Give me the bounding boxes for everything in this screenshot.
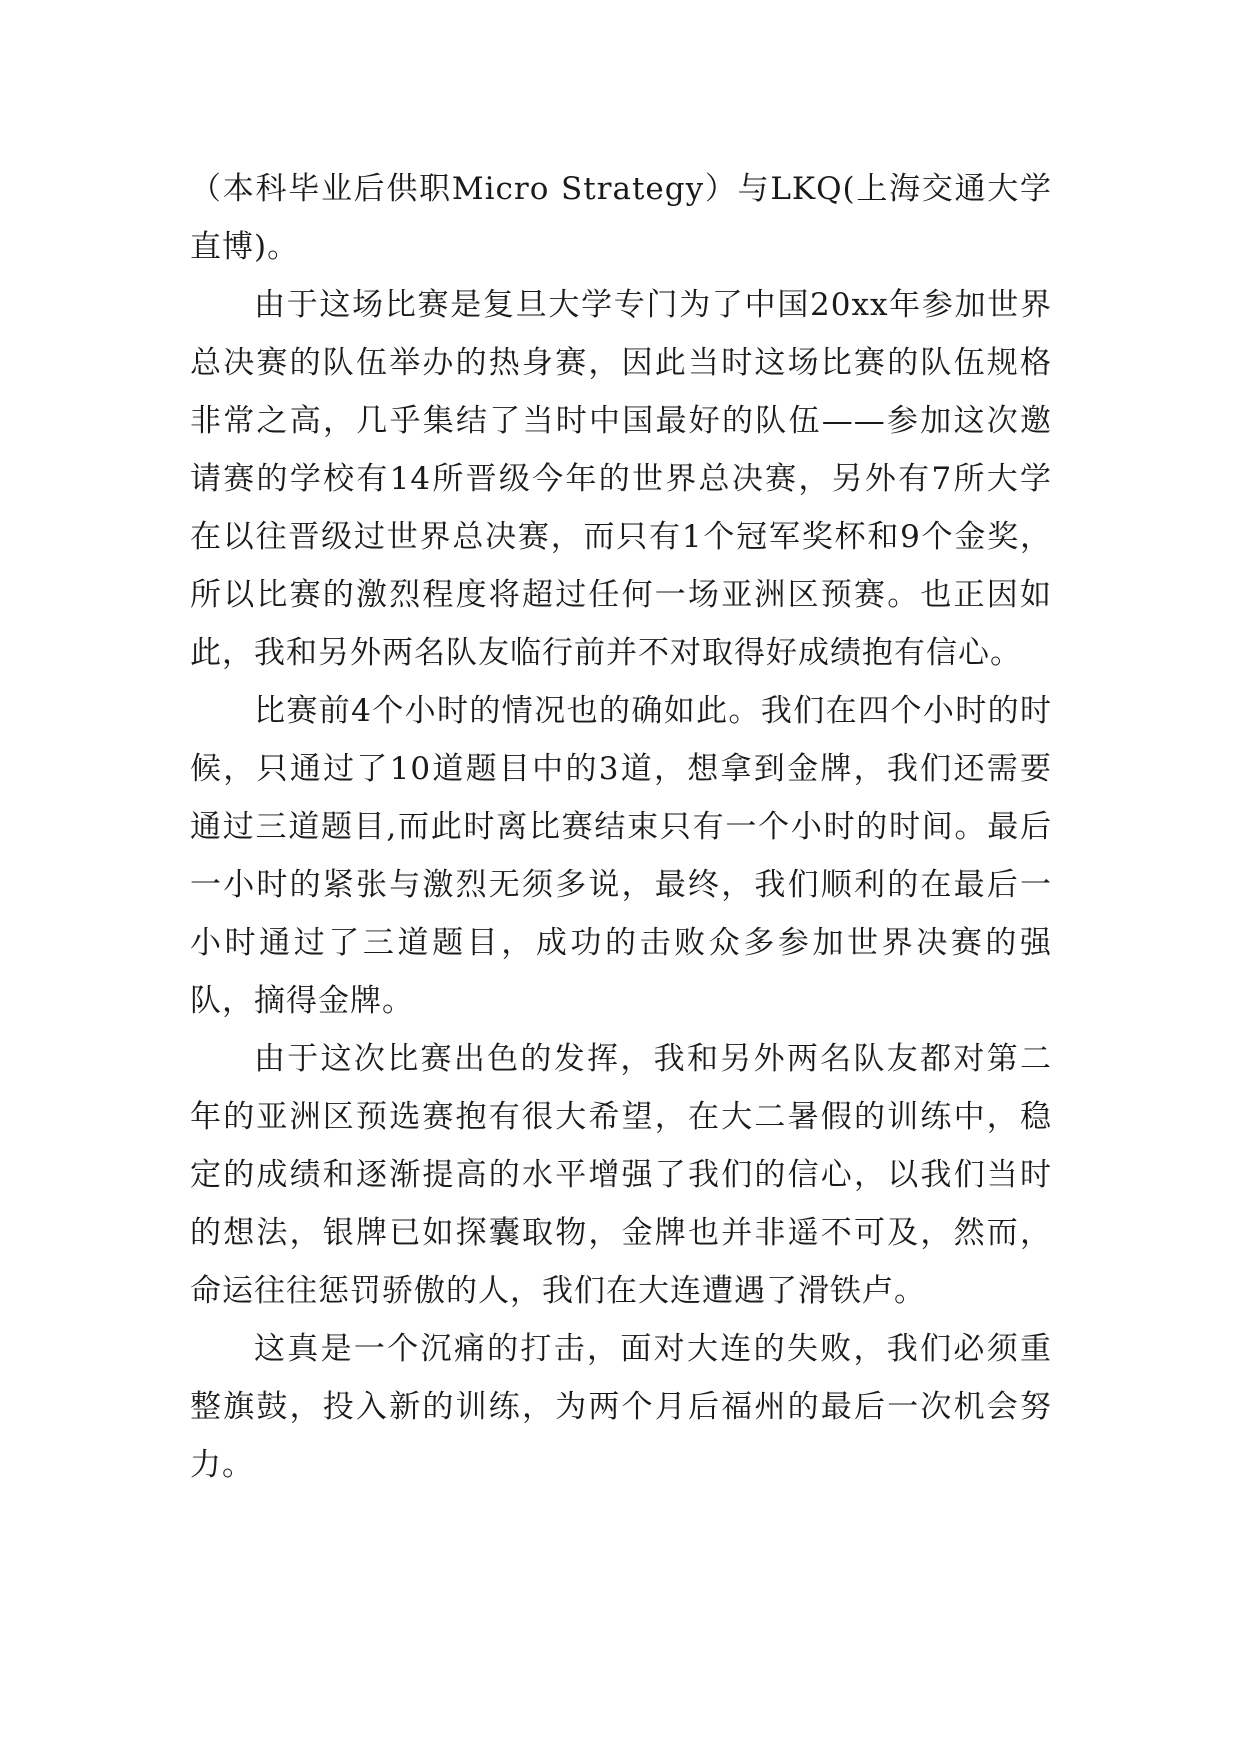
paragraph-final-hours: 比赛前4个小时的情况也的确如此。我们在四个小时的时候，只通过了10道题目中的3道，想拿到金牌，我们还需要通过三道题目,而此时离比赛结束只有一个小时的时间。最后一小时的紧张与激烈无须多说，最终，我们顺利的在最后一小时通过了三道题目，成功的击败众多参加世界决赛的强队，摘得金牌。	[190, 693, 1052, 1019]
paragraph-fudan-warmup: 由于这场比赛是复旦大学专门为了中国20xx年参加世界总决赛的队伍举办的热身赛，因此当时这场比赛的队伍规格非常之高，几乎集结了当时中国最好的队伍——参加这次邀请赛的学校有14所晋级今年的世界总决赛，另外有7所大学在以往晋级过世界总决赛，而只有1个冠军奖杯和9个金奖，所以比赛的激烈程度将超过任何一场亚洲区预赛。也正因如此，我和另外两名队友临行前并不对取得好成绩抱有信心。	[190, 287, 1052, 671]
paragraph-continuation: （本科毕业后供职Micro Strategy）与LKQ(上海交通大学直博)。	[190, 171, 1052, 265]
paragraph-fuzhou-chance: 这真是一个沉痛的打击，面对大连的失败，我们必须重整旗鼓，投入新的训练，为两个月后福州的最后一次机会努力。	[190, 1331, 1052, 1483]
paragraph-dalian-setback: 由于这次比赛出色的发挥，我和另外两名队友都对第二年的亚洲区预选赛抱有很大希望，在大二暑假的训练中，稳定的成绩和逐渐提高的水平增强了我们的信心，以我们当时的想法，银牌已如探囊取物，金牌也并非遥不可及，然而，命运往往惩罚骄傲的人，我们在大连遭遇了滑铁卢。	[190, 1041, 1052, 1309]
document-body	[190, 160, 1052, 1494]
